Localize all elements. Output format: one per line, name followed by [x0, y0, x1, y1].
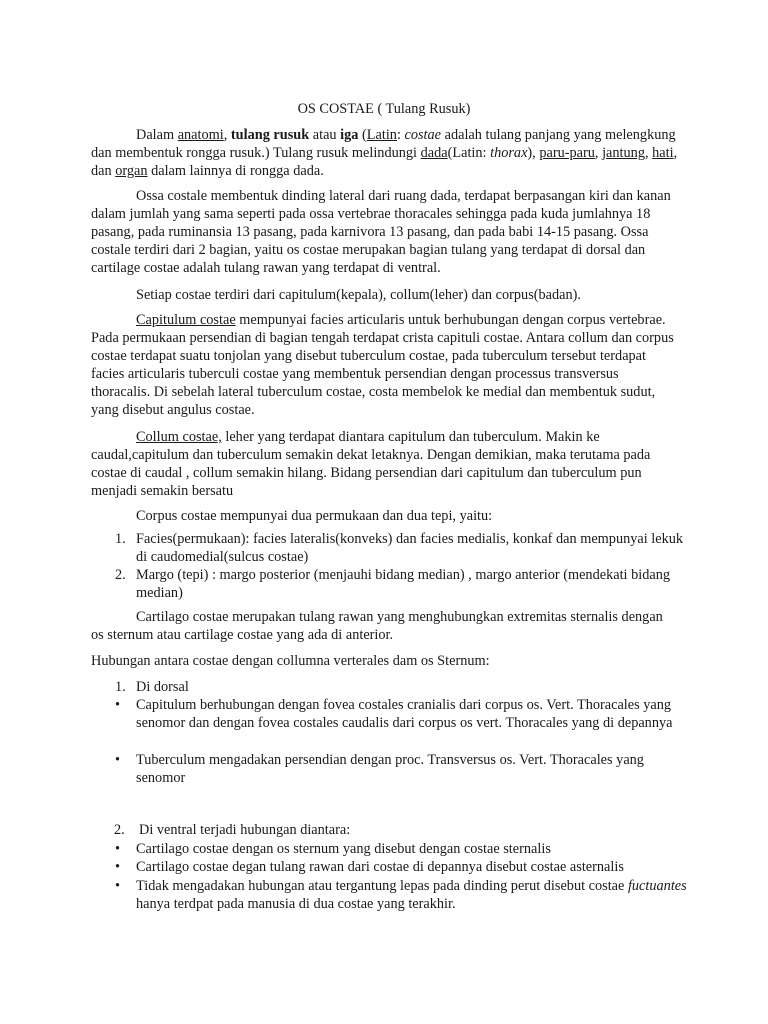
paragraph-bagian-costae: Setiap costae terdiri dari capitulum(kepala), collum(leher) dan corpus(badan).: [136, 287, 582, 303]
paragraph-intro: Dalam anatomi, tulang rusuk atau iga (Latin: costae adalah tulang panjang yang melengkung dan membentuk rongga rusuk.) Tulang rusuk melindungi dada(Latin: thorax), paru-paru, jantung, hati, dan organ dalam lainnya di rongga dada.: [91, 127, 678, 179]
paragraph-corpus: Corpus costae mempunyai dua permukaan dan dua tepi, yaitu:: [136, 508, 493, 524]
paragraph-collum: Collum costae, leher yang terdapat diantara capitulum dan tuberculum. Makin ke caudal,capitulum dan tuberculum semakin dekat letaknya. Dengan demikian, maka terutama pada costae di caudal , collum semakin hilang. Bidang persendian dari capitulum dan tuberculum pun menjadi semakin bersatu: [91, 429, 651, 499]
document-title: OS COSTAE ( Tulang Rusuk): [297, 101, 471, 117]
link-organ[interactable]: organ: [115, 163, 148, 179]
paragraph-capitulum: Capitulum costae mempunyai facies articularis untuk berhubungan dengan corpus vertebrae. Pada permukaan persendian di bagian tengah terdapat crista capituli costae. Antara collum dan corpus costae terdapat suatu tonjolan yang disebut tuberculum costae, pada tuberculum tersebut terdapat facies articularis tuberculi costae yang membentuk persendian dengan processus transversus thoracalis. Di sebelah lateral tuberculum costae, costa membelok ke medial dan membentuk sudut, yang disebut angulus costae.: [91, 312, 674, 418]
document-page: OS COSTAE ( Tulang Rusuk) Dalam anatomi, tulang rusuk atau iga (Latin: costae adalah tulang panjang yang melengkung dan membentuk rongga rusuk.) Tulang rusuk melindungi dada(Latin: thorax), paru-paru, jantung, hati, dan organ dalam lainnya di rongga dada. Ossa costale membentuk dinding lateral dari ruang dada, terdapat berpasangan kiri dan kanan dalam jumlah yang sama seperti pada ossa vertebrae thoracales sehingga pada kuda jumlahnya 18 pasang, pada ruminansia 13 pasang, pada karnivora 13 pasang, dan pada babi 14-15 pasang. Ossa costale terdiri dari 2 bagian, yaitu os costae merupakan bagian tulang yang terdapat di dorsal dan cartilage costae adalah tulang rawan yang terdapat di ventral. Setiap costae terdiri dari capitulum(kepala), collum(leher) dan corpus(badan). Capitulum costae mempunyai facies articularis untuk berhubungan dengan corpus vertebrae. Pada permukaan persendian di bagian tengah terdapat crista capituli costae. Antara collum dan corpus costae terdapat suatu tonjolan yang disebut tuberculum costae, pada tuberculum tersebut terdapat facies articularis tuberculi costae yang membentuk persendian dengan processus transversus thoracalis. Di sebelah lateral tuberculum costae, costa membelok ke medial dan membentuk sudut, yang disebut angulus costae. Collum costae, leher yang terdapat diantara capitulum dan tuberculum. Makin ke caudal,capitulum dan tuberculum semakin dekat letaknya. Dengan demikian, maka terutama pada costae di caudal , collum semakin hilang. Bidang persendian dari capitulum dan tuberculum pun menjadi semakin bersatu Corpus costae mempunyai dua permukaan dan dua tepi, yaitu: 1. Facies(permukaan): facies lateralis(konveks) dan facies medialis, konkaf dan mempunyai lekuk di caudomedial(sulcus costae) 2. Margo (tepi) : margo posterior (menjauhi bidang median) , margo anterior (mendekati bidang median) Cartilago costae merupakan tulang rawan yang menghubungkan extremitas sternalis dengan os sternum atau cartilage costae yang ada di anterior. Hubungan antara costae dengan collumna verterales dam os Sternum: 1. Di dorsal • Capitulum berhubungan dengan fovea costales cranialis dari corpus os. Vert. Thoracales yang senomor dan dengan fovea costales caudalis dari corpus os vert. Thoracales yang di depannya • Tuberculum mengadakan persendian dengan proc. Transversus os. Vert. Thoracales yang senomor 2. Di ventral terjadi hubungan diantara: • Cartilago costae dengan os sternum yang disebut dengan costae sternalis • Cartilago costae degan tulang rawan dari costae di depannya disebut costae asternalis • Tidak mengadakan hubungan atau tergantung lepas pada dinding perut disebut costae fuctuantes hanya terdpat pada manusia di dua costae yang terakhir.: [0, 0, 768, 1024]
paragraph-cartilago: Cartilago costae merupakan tulang rawan yang menghubungkan extremitas sternalis dengan os sternum atau cartilage costae yang ada di anterior.: [91, 609, 663, 643]
paragraph-hubungan: Hubungan antara costae dengan collumna verterales dam os Sternum:: [91, 653, 490, 669]
link-paru-paru[interactable]: paru-paru: [539, 145, 595, 161]
link-hati[interactable]: hati: [652, 145, 674, 161]
link-latin[interactable]: Latin: [366, 127, 397, 143]
link-jantung[interactable]: jantung: [602, 145, 645, 161]
link-anatomi[interactable]: anatomi: [177, 127, 224, 143]
paragraph-ossa-costale: Ossa costale membentuk dinding lateral dari ruang dada, terdapat berpasangan kiri dan kanan dalam jumlah yang sama seperti pada ossa vertebrae thoracales sehingga pada kuda jumlahnya 18 pasang, pada ruminansia 13 pasang, pada karnivora 13 pasang, dan pada babi 14-15 pasang. Ossa costale terdiri dari 2 bagian, yaitu os costae merupakan bagian tulang yang terdapat di dorsal dan cartilage costae adalah tulang rawan yang terdapat di ventral.: [91, 188, 671, 276]
link-dada[interactable]: dada: [420, 145, 448, 161]
